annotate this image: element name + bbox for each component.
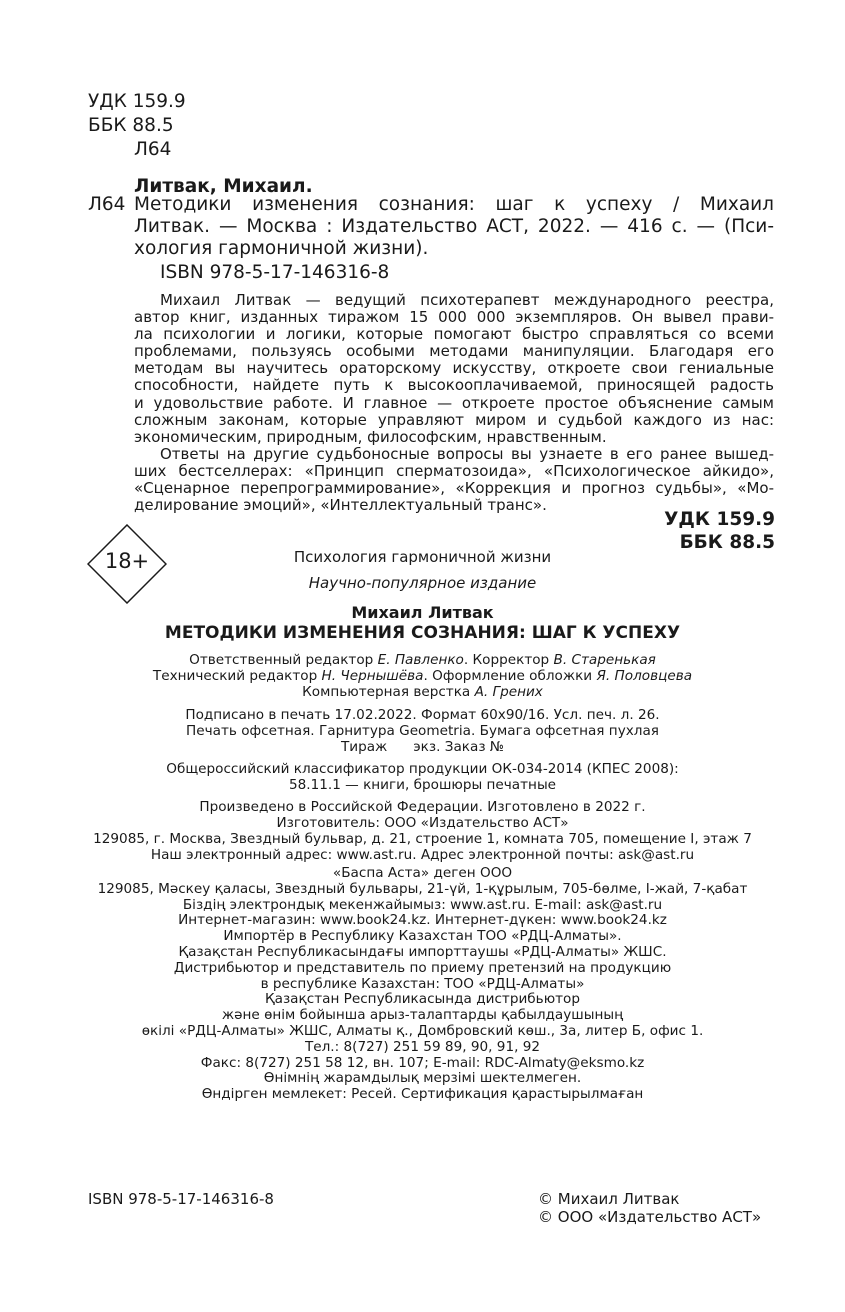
series-name: Психология гармоничной жизни [293,548,552,566]
footer-isbn: ISBN 978-5-17-146316-8 [88,1190,274,1208]
annotation-line: ших бестселлерах: «Принцип сперматозоида», «Психологическое айкидо», [134,461,774,480]
kazakh-info-line: «Баспа Аста» деген ООО [332,865,513,881]
classifier-line: Общероссийский классификатор продукции ОК-034-2014 (КПЕС 2008): [166,761,679,777]
kazakh-info-line: 129085, Мәскеу қаласы, Звездный бульвары, 21-үй, 1-құрылым, 705-бөлме, I-жай, 7-қабат [97,880,748,897]
author-sign: Л64 [134,139,172,160]
credits-line-3 [0,684,845,700]
bbk-code: ББК 88.5 [88,115,174,136]
tech-editor-name: Н. Чернышёва [321,668,424,684]
kazakh-info-line: Біздің электрондық мекенжайымыз: www.ast.ru. E-mail: ask@ast.ru [182,896,663,913]
annotation-line: проблемами, пользуясь особыми методами манипуляции. Благодаря его [134,342,774,361]
kazakh-info-line: Импортёр в Республику Казахстан ТОО «РДЦ-Алматы». [223,928,622,945]
book-title: МЕТОДИКИ ИЗМЕНЕНИЯ СОЗНАНИЯ: ШАГ К УСПЕХУ [164,623,681,643]
annotation-line: «Сценарное перепрограммирование», «Коррекция и прогноз судьбы», «Мо- [134,479,774,498]
bbk-code-bold: ББК 88.5 [679,532,775,553]
copyright-author: © Михаил Литвак [538,1190,680,1208]
bib-line: Литвак. — Москва : Издательство АСТ, 2022. — 416 с. — (Пси- [134,216,774,237]
classifier-line: 58.11.1 — книги, брошюры печатные [288,777,557,793]
annotation-line: ла психологии и логики, которые помогают быстро справляться со всеми [134,325,774,344]
udk-code-bold: УДК 159.9 [664,509,775,530]
kazakh-info-line: Интернет-магазин: www.book24.kz. Интернет-дүкен: www.book24.kz [178,912,667,929]
layout-name: А. Грених [474,684,543,700]
kazakh-info-line: Өнімнің жарамдылық мерзімі шектелмеген. [263,1070,582,1087]
cover-label: . Оформление обложки [423,668,597,684]
bib-isbn: ISBN 978-5-17-146316-8 [160,262,390,283]
manufacturer-line: 129085, г. Москва, Звездный бульвар, д. 21, строение 1, комната 705, помещение I, этаж 7 [93,831,752,847]
annotation-line: способности, найдете путь к высокооплачиваемой, приносящей радость [134,376,774,395]
credits-block [0,652,845,700]
copyright-block [538,1190,761,1226]
credits-line-2 [0,668,845,684]
kazakh-info-line: өкілі «РДЦ-Алматы» ЖШС, Алматы қ., Домбровский көш., 3а, литер Б, офис 1. [141,1022,704,1039]
layout-label: Компьютерная верстка [302,684,475,700]
tech-editor-label: Технический редактор [152,668,322,684]
manufacturer-line: Изготовитель: ООО «Издательство АСТ» [276,815,569,831]
kazakh-info-line: в республике Казахстан: ТОО «РДЦ-Алматы» [260,975,585,992]
udk-code: УДК 159.9 [88,91,186,112]
bib-sign: Л64 [88,194,126,215]
annotation-line: автор книг, изданных тиражом 15 000 000 экземпляров. Он вывел прави- [134,308,774,327]
corrector-label: . Корректор [463,652,554,668]
classifier-block [0,761,845,793]
bib-line: Методики изменения сознания: шаг к успеху / Михаил [134,194,774,215]
annotation-line: и удовольствие работе. И главное — откроете простое объяснение самым [134,393,774,412]
bib-line: хология гармоничной жизни). [134,238,429,259]
kazakh-info-line: және өнім бойынша арыз-талаптарды қабылдаушының [221,1007,624,1024]
age-rating-label: 18+ [104,549,150,573]
print-info [0,707,845,755]
copyright-publisher: © ООО «Издательство АСТ» [538,1208,762,1226]
manufacturer-line: Произведено в Российской Федерации. Изготовлено в 2022 г. [199,799,646,815]
editor-name: Е. Павленко [377,652,464,668]
annotation-line: методам вы научитесь ораторскому искусству, откроете свои гениальные [134,359,774,378]
classification-block [88,90,186,162]
kazakh-info-line: Қазақстан Республикасында дистрибьютор [264,991,581,1008]
annotation-line: Михаил Литвак — ведущий психотерапевт международного реестра, [160,291,774,309]
bib-description [134,194,774,260]
annotation-line: делирование эмоций», «Интеллектуальный транс». [134,496,547,515]
kazakh-info-block [0,866,845,1103]
editor-label: Ответственный редактор [189,652,378,668]
book-author: Михаил Литвак [351,603,494,622]
corrector-name: В. Старенькая [553,652,656,668]
kazakh-info-line: Дистрибьютор и представитель по приему претензий на продукцию [173,959,672,976]
manufacturer-line: Наш электронный адрес: www.ast.ru. Адрес электронной почты: ask@ast.ru [150,847,695,863]
print-info-line: Тираж экз. Заказ № [340,739,505,755]
credits-line-1 [0,652,845,668]
cover-designer-name: Я. Половцева [596,668,693,684]
kazakh-info-line: Өндірген мемлекет: Ресей. Сертификация қарастырылмаған [201,1086,644,1103]
edition-type: Научно-популярное издание [308,574,537,592]
kazakh-info-line: Қазақстан Республикасындағы импорттаушы «РДЦ-Алматы» ЖШС. [178,943,667,960]
annotation-line: сложным законам, которые управляют миром и судьбой каждого из нас: [134,410,774,429]
kazakh-info-line: Тел.: 8(727) 251 59 89, 90, 91, 92 [304,1038,541,1055]
annotation-line: экономическим, природным, философским, нравственным. [134,427,607,446]
kazakh-info-line: Факс: 8(727) 251 58 12, вн. 107; E-mail: RDC-Almaty@eksmo.kz [200,1054,645,1071]
annotation [134,292,774,514]
print-info-line: Печать офсетная. Гарнитура Geometria. Бумага офсетная пухлая [186,723,659,739]
manufacturer-block [0,799,845,863]
annotation-line: Ответы на другие судьбоносные вопросы вы узнаете в его ранее вышед- [160,444,774,463]
print-info-line: Подписано в печать 17.02.2022. Формат 60х90/16. Усл. печ. л. 26. [185,707,660,723]
author-heading: Литвак, Михаил. [134,176,313,197]
